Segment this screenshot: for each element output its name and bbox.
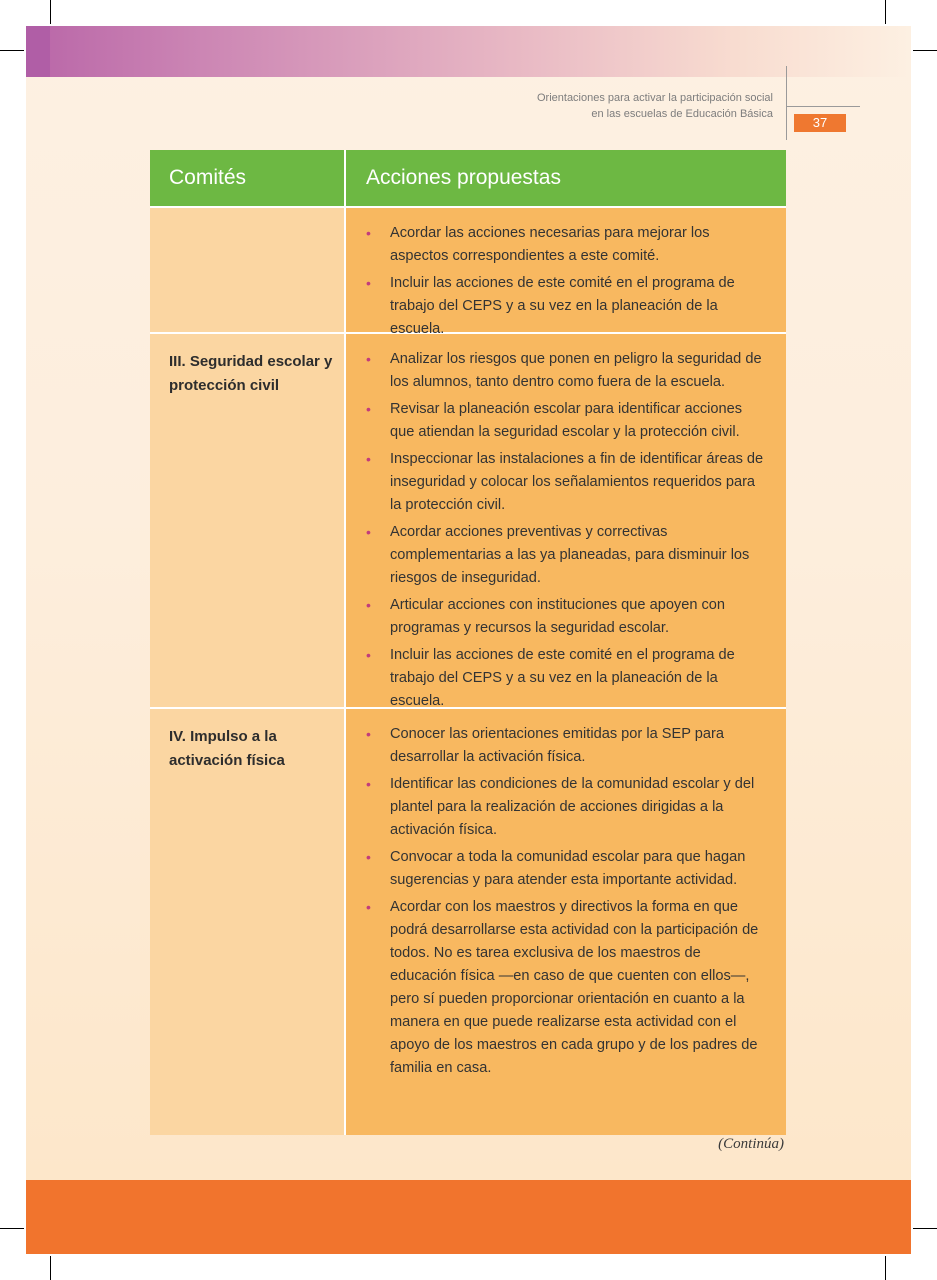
actions-cell [346, 208, 786, 337]
bullet-icon: • [366, 451, 371, 467]
action-text: Incluir las acciones de este comité en el programa de trabajo del CEPS y a su vez en la planeación de la escuela. [390, 275, 735, 337]
page [26, 26, 911, 1254]
crop-mark [913, 1228, 937, 1229]
list-item [366, 222, 770, 268]
committee-cell [150, 208, 346, 332]
header-proposed-actions: Acciones propuestas [366, 166, 561, 189]
bullet-icon: • [366, 351, 371, 367]
crop-mark [885, 0, 886, 24]
crop-mark [0, 50, 24, 51]
bullet-icon: • [366, 597, 371, 613]
action-text: Revisar la planeación escolar para identificar acciones que atiendan la seguridad escolar y la protección civil. [390, 401, 743, 440]
actions-cell [346, 334, 786, 707]
actions-cell [346, 709, 786, 1135]
crop-mark [50, 1256, 51, 1280]
crop-mark [0, 1228, 24, 1229]
committees-table [150, 150, 786, 1135]
committee-cell: III. Seguridad escolar y protección civil [150, 334, 346, 707]
table-row [150, 709, 786, 1135]
crop-mark [913, 50, 937, 51]
list-item [366, 272, 770, 341]
bullet-icon: • [366, 899, 371, 915]
header-rule-horizontal [786, 106, 860, 107]
running-header-line1: Orientaciones para activar la participación social [536, 92, 773, 104]
action-text: Convocar a toda la comunidad escolar para que hagan sugerencias y para atender esta importante actividad. [390, 849, 746, 888]
list-item [366, 723, 770, 769]
bullet-icon: • [366, 275, 371, 291]
bullet-icon: • [366, 647, 371, 663]
bullet-icon: • [366, 401, 371, 417]
list-item [366, 398, 770, 444]
list-item [366, 348, 770, 394]
top-band-edge [26, 26, 50, 77]
list-item [366, 521, 770, 590]
bottom-decorative-band [26, 1180, 911, 1254]
bullet-icon: • [366, 524, 371, 540]
action-text: Acordar las acciones necesarias para mejorar los aspectos correspondientes a este comité. [390, 225, 710, 264]
bullet-icon: • [366, 726, 371, 742]
action-text: Acordar con los maestros y directivos la forma en que podrá desarrollarse esta actividad con la participación de todos. No es tarea exclusiva de los maestros de educación física —en caso de que cuenten con ellos—, pero sí pueden proporcionar orientación en cuanto a la manera en que puede realizarse esta actividad con el apoyo de los maestros en cada grupo y de los padres de familia en casa. [390, 899, 759, 1076]
list-item [366, 846, 770, 892]
list-item [366, 644, 770, 713]
header-rule-vertical [786, 66, 787, 140]
actions-list [366, 723, 770, 1080]
bullet-icon: • [366, 849, 371, 865]
header-committees: Comités [150, 150, 346, 206]
action-text: Acordar acciones preventivas y correctivas complementarias a las ya planeadas, para disminuir los riesgos de inseguridad. [390, 524, 750, 586]
action-text: Conocer las orientaciones emitidas por la SEP para desarrollar la activación física. [390, 726, 724, 765]
page-number: 37 [794, 114, 846, 132]
crop-mark [885, 1256, 886, 1280]
list-item [366, 448, 770, 517]
action-text: Articular acciones con instituciones que apoyen con programas y recursos la seguridad escolar. [390, 597, 726, 636]
action-text: Analizar los riesgos que ponen en peligro la seguridad de los alumnos, tanto dentro como fuera de la escuela. [390, 351, 762, 390]
top-decorative-band [26, 26, 911, 77]
running-header-line2: en las escuelas de Educación Básica [591, 108, 773, 120]
action-text: Incluir las acciones de este comité en el programa de trabajo del CEPS y a su vez en la planeación de la escuela. [390, 647, 735, 709]
continued-note: (Continúa) [718, 1136, 784, 1152]
table-row [150, 208, 786, 337]
list-item [366, 896, 770, 1080]
list-item [366, 594, 770, 640]
actions-list [366, 348, 770, 713]
bullet-icon: • [366, 225, 371, 241]
bullet-icon: • [366, 776, 371, 792]
list-item [366, 773, 770, 842]
actions-list [366, 222, 770, 341]
table-row [150, 334, 786, 709]
crop-mark [50, 0, 51, 24]
action-text: Identificar las condiciones de la comunidad escolar y del plantel para la realización de acciones dirigidas a la activación física. [390, 776, 755, 838]
table-header-row [150, 150, 786, 208]
action-text: Inspeccionar las instalaciones a fin de identificar áreas de inseguridad y colocar los señalamientos requeridos para la protección civil. [390, 451, 764, 513]
committee-cell: IV. Impulso a la activación física [150, 709, 346, 1135]
running-header [537, 90, 773, 122]
